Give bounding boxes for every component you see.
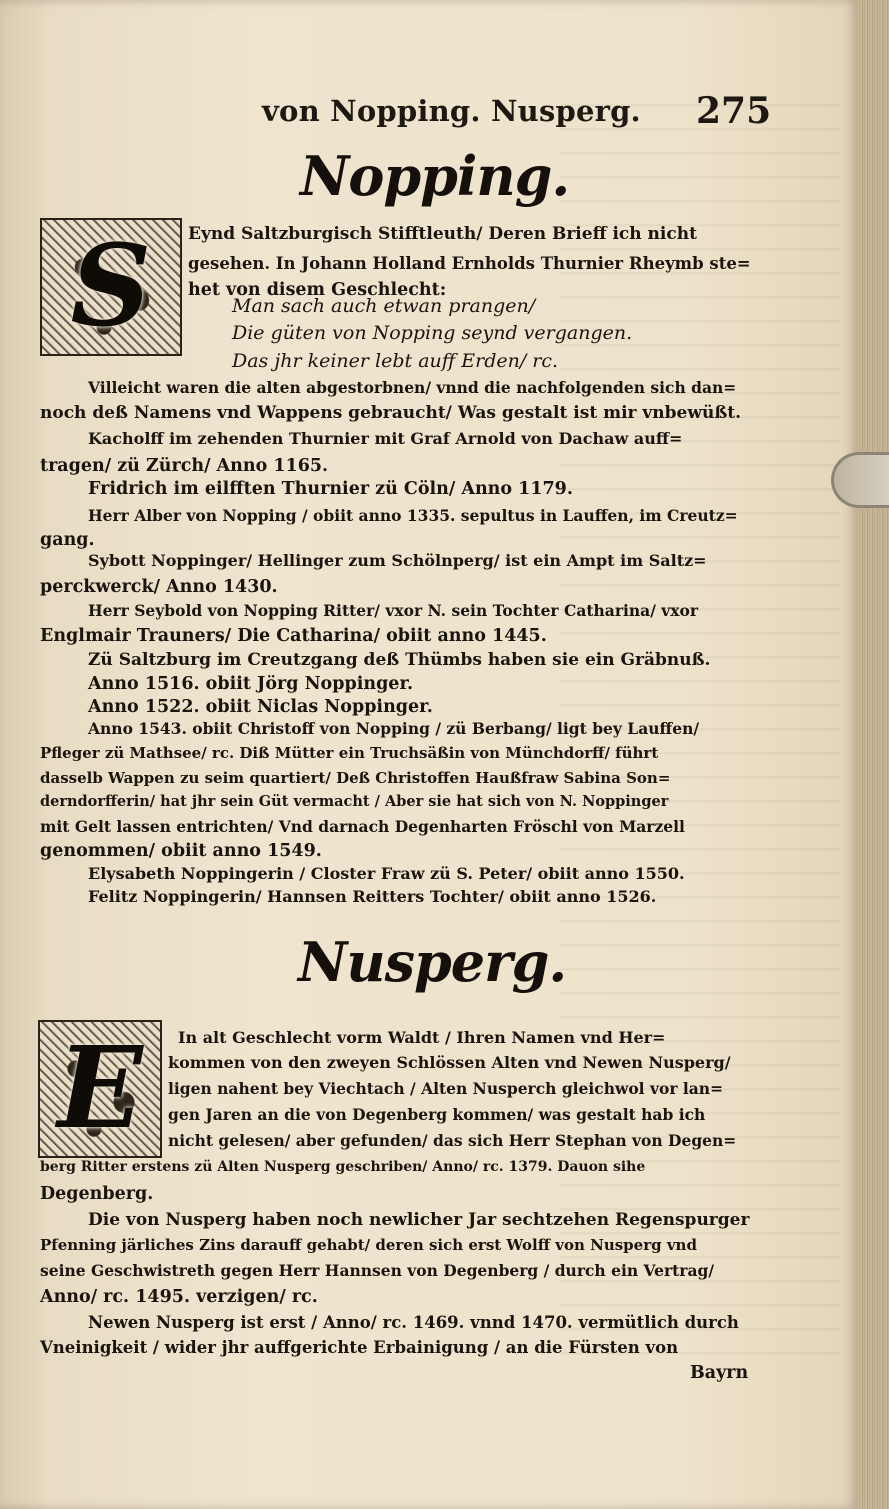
text-line: Villeicht waren die alten abgestorbnen/ vnnd die nachfolgenden sich dan=	[88, 378, 737, 397]
text-line: nicht gelesen/ aber gefunden/ das sich Herr Stephan von Degen=	[168, 1131, 737, 1150]
text-line: Anno 1516. obiit Jörg Noppinger.	[88, 674, 414, 694]
text-line: Felitz Noppingerin/ Hannsen Reitters Tochter/ obiit anno 1526.	[88, 887, 657, 906]
text-line: Die von Nusperg haben noch newlicher Jar sechtzehen Regenspurger	[88, 1210, 750, 1230]
catchword: Bayrn	[690, 1363, 749, 1383]
text-line: Herr Alber von Nopping / obiit anno 1335. sepultus in Lauffen, im Creutz=	[88, 506, 738, 525]
text-line: Degenberg.	[40, 1184, 154, 1204]
text-line: Kacholff im zehenden Thurnier mit Graf Arnold von Dachaw auff=	[88, 429, 683, 448]
text-line: Eynd Saltzburgisch Stifftleuth/ Deren Brieff ich nicht	[188, 224, 697, 244]
text-line: Zü Saltzburg im Creutzgang deß Thümbs haben sie ein Gräbnuß.	[88, 650, 711, 670]
text-line: Newen Nusperg ist erst / Anno/ rc. 1469. vnnd 1470. vermütlich durch	[88, 1313, 739, 1332]
text-line: Herr Seybold von Nopping Ritter/ vxor N. sein Tochter Catharina/ vxor	[88, 601, 699, 620]
text-line: In alt Geschlecht vorm Waldt / Ihren Namen vnd Her=	[178, 1028, 666, 1047]
text-line: perckwerck/ Anno 1430.	[40, 577, 278, 597]
text-line: Sybott Noppinger/ Hellinger zum Schölnperg/ ist ein Ampt im Saltz=	[88, 551, 707, 570]
verse-line: Man sach auch etwan prangen/	[232, 295, 536, 317]
text-line: kommen von den zweyen Schlössen Alten vnd Newen Nusperg/	[168, 1053, 731, 1072]
text-line: mit Gelt lassen entrichten/ Vnd darnach Degenharten Fröschl von Marzell	[40, 817, 685, 836]
section-title-nopping: Nopping.	[300, 144, 570, 208]
page-number: 275	[696, 90, 772, 132]
text-line: gen Jaren an die von Degenberg kommen/ was gestalt hab ich	[168, 1105, 706, 1124]
text-line: gang.	[40, 530, 95, 550]
text-line: Anno/ rc. 1495. verzigen/ rc.	[40, 1287, 318, 1307]
text-line: genommen/ obiit anno 1549.	[40, 841, 322, 861]
text-line: Elysabeth Noppingerin / Closter Fraw zü S. Peter/ obiit anno 1550.	[88, 864, 685, 883]
decorated-initial-nopping	[40, 218, 182, 356]
text-line: gesehen. In Johann Holland Ernholds Thurnier Rheymb ste=	[188, 254, 751, 273]
text-line: tragen/ zü Zürch/ Anno 1165.	[40, 456, 329, 476]
text-line: ligen nahent bey Viechtach / Alten Nusperch gleichwol vor lan=	[168, 1079, 724, 1098]
text-line: Anno 1522. obiit Niclas Noppinger.	[88, 697, 433, 717]
text-line: berg Ritter erstens zü Alten Nusperg geschriben/ Anno/ rc. 1379. Dauon sihe	[40, 1159, 646, 1175]
text-line: seine Geschwistreth gegen Herr Hannsen von Degenberg / durch ein Vertrag/	[40, 1261, 715, 1280]
initial-letter: S	[70, 221, 152, 352]
decorated-initial-nusperg	[38, 1020, 162, 1158]
text-line: noch deß Namens vnd Wappens gebraucht/ Was gestalt ist mir vnbewüßt.	[40, 403, 742, 423]
text-line: Pfleger zü Mathsee/ rc. Diß Mütter ein Truchsäßin von Münchdorff/ führt	[40, 744, 659, 762]
text-line: Anno 1543. obiit Christoff von Nopping / zü Berbang/ ligt bey Lauffen/	[88, 719, 700, 738]
text-line: het von disem Geschlecht:	[188, 280, 447, 300]
text-line: derndorfferin/ hat jhr sein Güt vermacht / Aber sie hat sich von N. Noppinger	[40, 793, 669, 810]
initial-letter: E	[57, 1023, 143, 1154]
verse-line: Die güten von Nopping seynd vergangen.	[232, 322, 633, 344]
book-clasp	[831, 452, 889, 508]
verse-line: Das jhr keiner lebt auff Erden/ rc.	[232, 350, 559, 372]
text-line: Englmair Trauners/ Die Catharina/ obiit anno 1445.	[40, 626, 547, 646]
running-header: von Nopping. Nusperg.	[262, 94, 641, 128]
page-stack-edge	[858, 0, 889, 1509]
text-line: Vneinigkeit / wider jhr auffgerichte Erbainigung / an die Fürsten von	[40, 1338, 679, 1357]
text-line: dasselb Wappen zu seim quartiert/ Deß Christoffen Haußfraw Sabina Son=	[40, 769, 671, 787]
text-line: Pfenning järliches Zins darauff gehabt/ deren sich erst Wolff von Nusperg vnd	[40, 1236, 697, 1254]
section-title-nusperg: Nusperg.	[298, 930, 567, 994]
text-line: Fridrich im eilfften Thurnier zü Cöln/ Anno 1179.	[88, 479, 573, 499]
